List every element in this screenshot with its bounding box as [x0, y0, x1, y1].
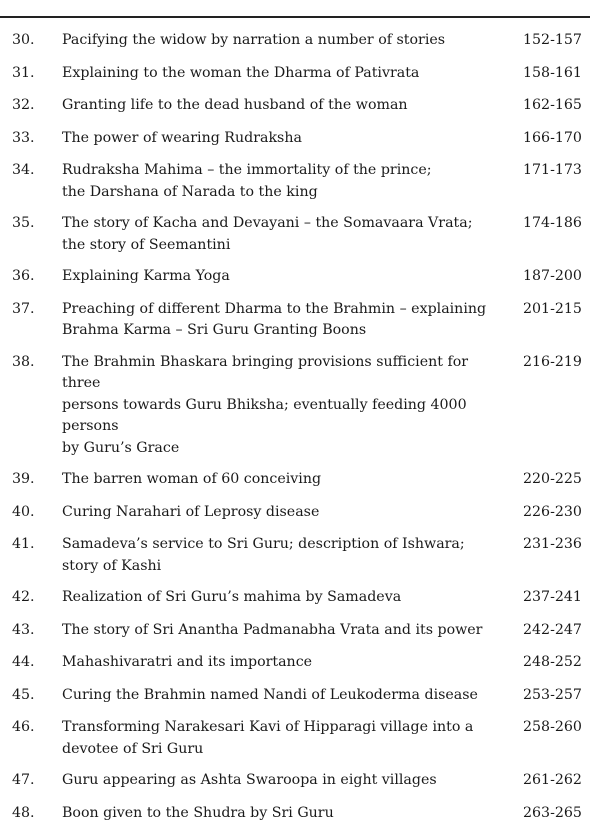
- entry-number: 42.: [12, 589, 35, 605]
- entry-title-line: story of Kashi: [62, 557, 162, 574]
- entry-number: 37.: [12, 300, 35, 317]
- top-rule: [0, 16, 590, 18]
- entry-title-line: Realization of Sri Guru’s mahima by Samadeva: [62, 589, 402, 605]
- toc-entry: [0, 803, 600, 825]
- entry-title-line: The Brahmin Bhaskara bringing provisions sufficient for three: [62, 353, 469, 391]
- entry-number: 38.: [12, 353, 35, 370]
- entry-title-line: The barren woman of 60 conceiving: [62, 471, 322, 487]
- entry-number: 48.: [12, 804, 35, 821]
- entry-pages: 187-200: [523, 268, 582, 284]
- entry-number: 30.: [12, 32, 35, 48]
- entry-title-line: Granting life to the dead husband of the woman: [62, 97, 408, 113]
- entry-number: 36.: [12, 268, 35, 284]
- entry-title-line: Boon given to the Shudra by Sri Guru: [62, 804, 334, 821]
- entry-pages: 253-257: [523, 686, 582, 703]
- entry-title: [62, 534, 500, 577]
- table-of-contents: [0, 30, 600, 835]
- entry-number: 45.: [12, 686, 35, 703]
- entry-title-line: by Guru’s Grace: [62, 439, 180, 456]
- entry-title-line: Curing Narahari of Leprosy disease: [62, 503, 320, 520]
- toc-entry: [0, 534, 600, 577]
- entry-number: 46.: [12, 719, 35, 735]
- toc-entry: [0, 770, 600, 792]
- entry-title: [62, 30, 500, 52]
- entry-number: 35.: [12, 215, 35, 231]
- entry-pages: 166-170: [523, 129, 582, 146]
- entry-title-line: Curing the Brahmin named Nandi of Leukoderma disease: [62, 686, 478, 703]
- entry-title-line: Explaining Karma Yoga: [62, 268, 230, 284]
- entry-title-line: Explaining to the woman the Dharma of Pativrata: [62, 64, 420, 81]
- entry-pages: 231-236: [523, 536, 582, 552]
- entry-title: [62, 652, 500, 674]
- toc-entry: [0, 266, 600, 288]
- entry-title-line: the Darshana of Narada to the king: [62, 183, 318, 200]
- entry-pages: 152-157: [523, 32, 582, 48]
- entry-pages: 216-219: [523, 353, 582, 370]
- entry-title-line: The story of Sri Anantha Padmanabha Vrata and its power: [62, 621, 483, 638]
- entry-title: [62, 266, 500, 288]
- entry-pages: 248-252: [523, 654, 582, 670]
- toc-entry: [0, 299, 600, 342]
- entry-pages: 174-186: [523, 215, 582, 231]
- entry-title-line: Preaching of different Dharma to the Brahmin – explaining: [62, 300, 487, 317]
- entry-number: 40.: [12, 503, 35, 520]
- entry-title: [62, 685, 500, 707]
- entry-pages: 258-260: [523, 719, 582, 735]
- entry-title-line: devotee of Sri Guru: [62, 740, 204, 757]
- entry-title-line: Rudraksha Mahima – the immortality of the prince;: [62, 162, 432, 178]
- entry-title: [62, 63, 500, 85]
- entry-pages: 158-161: [523, 64, 582, 81]
- entry-title-line: Samadeva’s service to Sri Guru; description of Ishwara;: [62, 536, 465, 552]
- entry-number: 47.: [12, 772, 35, 788]
- toc-entry: [0, 63, 600, 85]
- entry-title-line: the story of Seemantini: [62, 236, 231, 253]
- entry-pages: 220-225: [523, 471, 582, 487]
- entry-pages: 226-230: [523, 503, 582, 520]
- entry-title-line: Transforming Narakesari Kavi of Hipparagi village into a: [62, 719, 474, 735]
- entry-title: [62, 160, 500, 203]
- entry-title: [62, 352, 500, 460]
- entry-number: 43.: [12, 621, 35, 638]
- entry-number: 31.: [12, 64, 35, 81]
- entry-number: 32.: [12, 97, 35, 113]
- toc-entry: [0, 652, 600, 674]
- entry-title: [62, 620, 500, 642]
- entry-pages: 162-165: [523, 97, 582, 113]
- entry-number: 34.: [12, 162, 35, 178]
- entry-pages: 242-247: [523, 621, 582, 638]
- entry-title-line: The story of Kacha and Devayani – the Somavaara Vrata;: [62, 215, 473, 231]
- toc-entry: [0, 469, 600, 491]
- entry-number: 39.: [12, 471, 35, 487]
- entry-title: [62, 717, 500, 760]
- toc-entry: [0, 213, 600, 256]
- entry-title: [62, 469, 500, 491]
- toc-entry: [0, 30, 600, 52]
- entry-title: [62, 299, 500, 342]
- entry-number: 44.: [12, 654, 35, 670]
- entry-pages: 237-241: [523, 589, 582, 605]
- entry-pages: 263-265: [523, 804, 582, 821]
- entry-title-line: Mahashivaratri and its importance: [62, 654, 313, 670]
- toc-entry: [0, 95, 600, 117]
- toc-entry: [0, 352, 600, 460]
- toc-entry: [0, 160, 600, 203]
- entry-number: 33.: [12, 129, 35, 146]
- entry-title: [62, 803, 500, 825]
- toc-entry: [0, 620, 600, 642]
- toc-entry: [0, 128, 600, 150]
- entry-title-line: The power of wearing Rudraksha: [62, 129, 302, 146]
- toc-entry: [0, 502, 600, 524]
- entry-title: [62, 502, 500, 524]
- entry-title: [62, 95, 500, 117]
- entry-number: 41.: [12, 536, 35, 552]
- toc-entry: [0, 685, 600, 707]
- entry-title-line: Brahma Karma – Sri Guru Granting Boons: [62, 322, 367, 338]
- entry-title: [62, 128, 500, 150]
- entry-title: [62, 213, 500, 256]
- entry-pages: 261-262: [523, 772, 582, 788]
- toc-entry: [0, 587, 600, 609]
- entry-title-line: persons towards Guru Bhiksha; eventually feeding 4000 persons: [62, 396, 467, 434]
- entry-title-line: Guru appearing as Ashta Swaroopa in eight villages: [62, 772, 437, 788]
- entry-pages: 171-173: [523, 162, 582, 178]
- toc-entry: [0, 717, 600, 760]
- entry-title: [62, 770, 500, 792]
- entry-title-line: Pacifying the widow by narration a number of stories: [62, 32, 446, 48]
- entry-pages: 201-215: [523, 300, 582, 317]
- entry-title: [62, 587, 500, 609]
